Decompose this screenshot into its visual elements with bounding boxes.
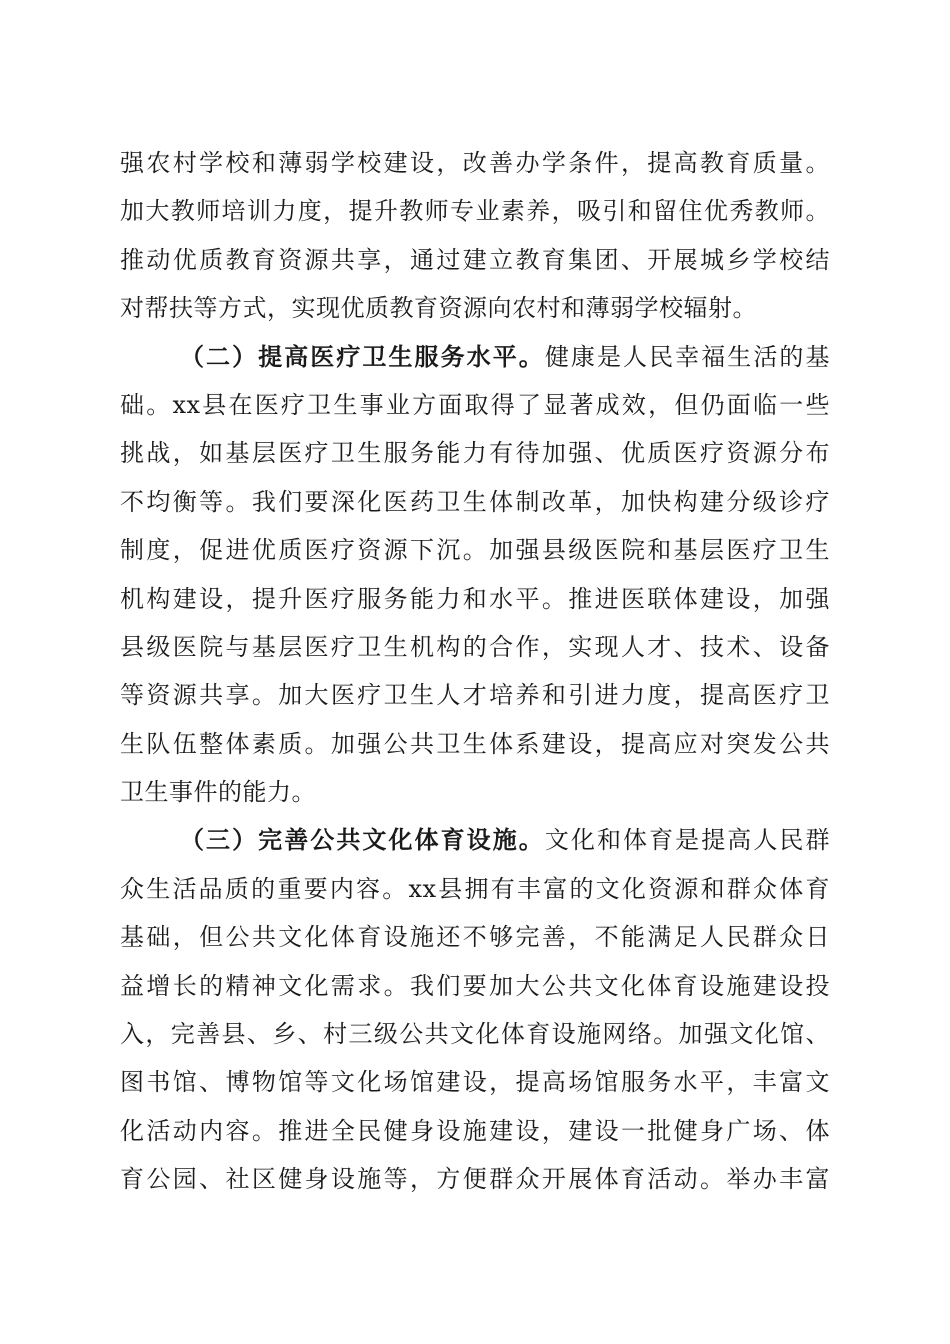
paragraph-line: 县级医院与基层医疗卫生机构的合作，实现人才、技术、设备 [120, 632, 830, 661]
paragraph-line: 育公园、社区健身设施等，方便群众开展体育活动。举办丰富 [120, 1165, 830, 1194]
paragraph-line: 入，完善县、乡、村三级公共文化体育设施网络。加强文化馆、 [120, 1020, 830, 1049]
paragraph-first-line [120, 333, 830, 381]
paragraph-line: 卫生事件的能力。 [120, 778, 316, 807]
paragraph-line: 机构建设，提升医疗服务能力和水平。推进医联体建设，加强 [120, 584, 830, 613]
section-heading-health: （二）提高医疗卫生服务水平。 [180, 341, 545, 371]
paragraph-line: 挑战，如基层医疗卫生服务能力有待加强、优质医疗资源分布 [120, 439, 830, 468]
paragraph-text: 健康是人民幸福生活的基 [544, 342, 830, 371]
paragraph-line: 础。xx县在医疗卫生事业方面取得了显著成效，但仍面临一些 [120, 390, 830, 419]
paragraph-line: 益增长的精神文化需求。我们要加大公共文化体育设施建设投 [120, 971, 830, 1000]
section-heading-culture: （三）完善公共文化体育设施。 [180, 825, 545, 855]
paragraph-line: 图书馆、博物馆等文化场馆建设，提高场馆服务水平，丰富文 [120, 1068, 830, 1097]
paragraph-line: 推动优质教育资源共享，通过建立教育集团、开展城乡学校结 [120, 245, 830, 274]
paragraph-line: 等资源共享。加大医疗卫生人才培养和引进力度，提高医疗卫 [120, 681, 830, 710]
paragraph-first-line [120, 816, 830, 864]
paragraph-line: 强农村学校和薄弱学校建设，改善办学条件，提高教育质量。 [120, 149, 830, 177]
paragraph-text: 文化和体育是提高人民群 [544, 826, 830, 855]
body-text [120, 139, 830, 1204]
paragraph-line: 基础，但公共文化体育设施还不够完善，不能满足人民群众日 [120, 923, 830, 952]
paragraph-line: 加大教师培训力度，提升教师专业素养，吸引和留住优秀教师。 [120, 197, 830, 226]
paragraph-line: 化活动内容。推进全民健身设施建设，建设一批健身广场、体 [120, 1116, 830, 1145]
paragraph-line: 制度，促进优质医疗资源下沉。加强县级医院和基层医疗卫生 [120, 536, 830, 565]
paragraph-line: 生队伍整体素质。加强公共卫生体系建设，提高应对突发公共 [120, 729, 830, 758]
paragraph-line: 对帮扶等方式，实现优质教育资源向农村和薄弱学校辐射。 [120, 294, 757, 323]
paragraph-line: 众生活品质的重要内容。xx县拥有丰富的文化资源和群众体育 [120, 874, 830, 903]
paragraph-line: 不均衡等。我们要深化医药卫生体制改革，加快构建分级诊疗 [120, 487, 830, 516]
